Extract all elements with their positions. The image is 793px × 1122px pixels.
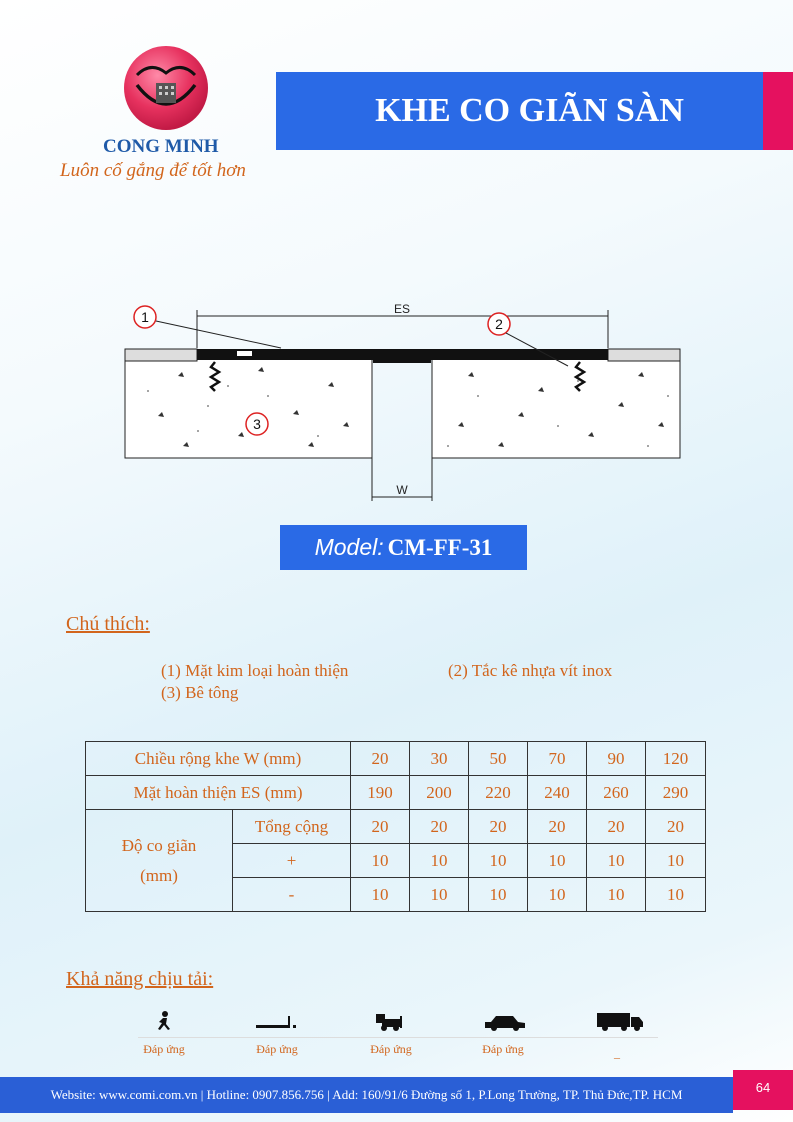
page-number: 64 <box>733 1070 793 1110</box>
table-cell: 10 <box>646 878 706 912</box>
table-cell: 10 <box>528 878 587 912</box>
legend-item-2: (2) Tắc kê nhựa vít inox <box>448 661 613 680</box>
row-plus-label: + <box>233 844 351 878</box>
group-label-line-2: (mm) <box>140 865 178 885</box>
page-title: KHE CO GIÃN SÀN <box>375 92 684 129</box>
table-cell: 120 <box>646 742 706 776</box>
w-dimension-label: W <box>396 483 408 497</box>
table-cell: 10 <box>646 844 706 878</box>
table-cell: 10 <box>410 844 469 878</box>
table-cell: 10 <box>351 844 410 878</box>
load-label-truck: _ <box>614 1046 620 1060</box>
table-cell: 20 <box>410 810 469 844</box>
table-cell: 20 <box>351 810 410 844</box>
callout-1: 1 <box>141 309 149 325</box>
group-label-cell <box>86 810 233 912</box>
row-minus-label: - <box>233 878 351 912</box>
table-cell: 20 <box>528 810 587 844</box>
table-cell: 10 <box>528 844 587 878</box>
model-code: CM-FF-31 <box>387 535 493 560</box>
table-cell: 10 <box>587 878 646 912</box>
table-cell: 20 <box>587 810 646 844</box>
load-label-car: Đáp ứng <box>482 1042 524 1056</box>
car-icon <box>483 1010 527 1032</box>
table-cell: 50 <box>469 742 528 776</box>
legend-item-3: (3) Bê tông <box>161 683 239 702</box>
legend-item-1: (1) Mặt kim loại hoàn thiện <box>161 661 349 680</box>
table-cell: 90 <box>587 742 646 776</box>
es-dimension-label: ES <box>393 302 411 316</box>
row-es-label: Mặt hoàn thiện ES (mm) <box>86 776 351 810</box>
model-label: Model: <box>314 534 384 560</box>
brand-tagline: Luôn cố gắng để tốt hơn <box>60 160 246 181</box>
callout-2: 2 <box>495 316 503 332</box>
pedestrian-icon <box>154 1010 172 1032</box>
callout-3: 3 <box>253 416 261 432</box>
table-cell: 260 <box>587 776 646 810</box>
table-cell: 10 <box>469 844 528 878</box>
table-cell: 20 <box>469 810 528 844</box>
table-cell: 20 <box>351 742 410 776</box>
row-w-label: Chiều rộng khe W (mm) <box>86 742 351 776</box>
legend-title: Chú thích: <box>66 613 150 635</box>
table-cell: 70 <box>528 742 587 776</box>
brand-name: CONG MINH <box>103 136 219 157</box>
table-cell: 220 <box>469 776 528 810</box>
spec-table <box>85 741 706 912</box>
load-divider <box>138 1037 658 1038</box>
expansion-joint-drawing <box>118 296 688 506</box>
forklift-icon <box>374 1010 406 1032</box>
model-badge <box>280 525 527 570</box>
table-cell: 10 <box>587 844 646 878</box>
table-row <box>86 776 706 810</box>
table-cell: 290 <box>646 776 706 810</box>
table-row <box>86 810 706 844</box>
table-cell: 190 <box>351 776 410 810</box>
trolley-icon <box>255 1010 297 1032</box>
load-label-trolley: Đáp ứng <box>256 1042 298 1056</box>
truck-icon <box>596 1010 644 1032</box>
footer-contact: Website: www.comi.com.vn | Hotline: 0907.856.756 | Add: 160/91/6 Đường số 1, P.Long Trường, TP. Thủ Đức,TP. HCM <box>0 1077 733 1113</box>
table-cell: 240 <box>528 776 587 810</box>
table-cell: 200 <box>410 776 469 810</box>
table-cell: 30 <box>410 742 469 776</box>
load-capacity-title: Khả năng chịu tải: <box>66 968 214 990</box>
table-cell: 10 <box>410 878 469 912</box>
table-row <box>86 742 706 776</box>
row-total-label: Tổng cộng <box>233 810 351 844</box>
company-logo <box>123 45 209 131</box>
table-cell: 20 <box>646 810 706 844</box>
group-label-line-1: Độ co giãn <box>121 835 197 855</box>
table-cell: 10 <box>469 878 528 912</box>
table-cell: 10 <box>351 878 410 912</box>
load-label-forklift: Đáp ứng <box>370 1042 412 1056</box>
load-label-pedestrian: Đáp ứng <box>143 1042 185 1056</box>
